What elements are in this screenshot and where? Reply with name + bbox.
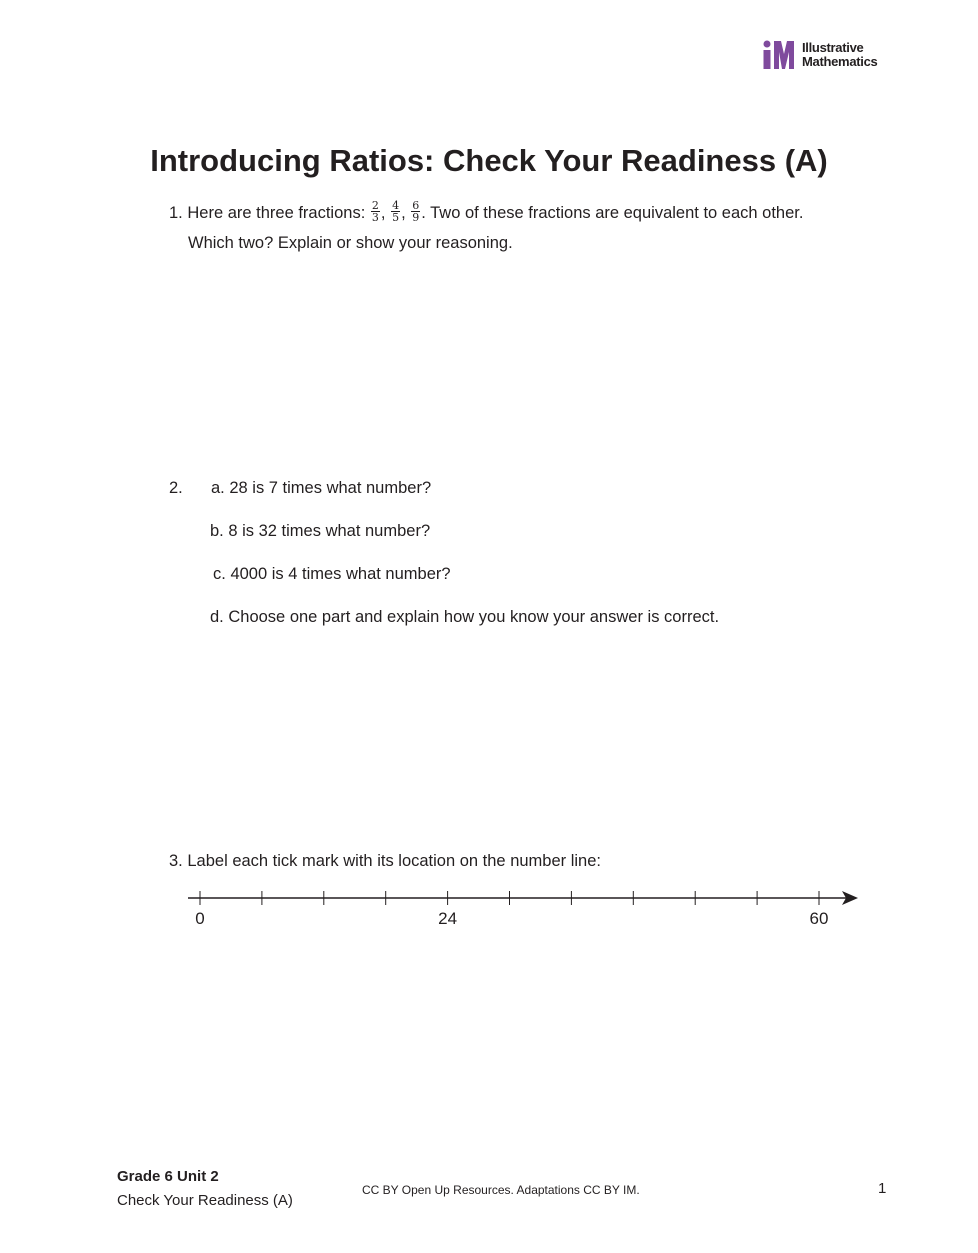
question-3-text: Label each tick mark with its location on the number line: [187,852,601,870]
fraction-2-denominator: 5 [392,211,400,225]
question-1 [169,198,803,228]
im-logo-mark-icon [762,40,796,70]
question-1-line-2: Which two? Explain or show your reasoning. [188,234,513,252]
fraction-3-denominator: 9 [412,211,420,225]
number-line-label: 60 [809,909,829,928]
part-text: 8 is 32 times what number? [228,522,431,540]
fraction-2-numerator: 4 [392,199,400,213]
question-1-rest: . Two of these fractions are equivalent to each other. [421,204,804,222]
part-label: b. [210,522,224,540]
footer-doc-title: Check Your Readiness (A) [117,1192,293,1209]
number-line [0,880,978,940]
question-2-number: 2. [169,479,183,497]
number-line-label: 0 [195,909,205,928]
page-number: 1 [878,1180,887,1197]
fraction-1-denominator: 3 [371,211,379,225]
question-2-part-a [211,479,431,498]
question-1-number: 1. [169,204,183,222]
part-text: Choose one part and explain how you know your answer is correct. [228,608,720,626]
fraction-3-numerator: 6 [412,199,420,213]
footer-license: CC BY Open Up Resources. Adaptations CC BY IM. [362,1183,640,1197]
question-2-part-c [213,565,451,584]
part-label: d. [210,608,224,626]
page-title: Introducing Ratios: Check Your Readiness (A) [150,143,828,178]
question-3-number: 3. [169,852,183,870]
logo-line-1: Illustrative [802,40,864,55]
im-logo [762,40,892,72]
fraction-3 [411,200,420,223]
number-line-label: 24 [438,909,458,928]
part-text: 28 is 7 times what number? [229,479,432,497]
question-2-part-b [210,522,430,541]
part-label: c. [213,565,226,583]
fraction-1 [371,200,380,223]
logo-line-2: Mathematics [802,54,878,69]
footer-grade: Grade 6 Unit 2 [117,1168,219,1185]
fraction-separator-1: , [380,204,386,222]
fraction-1-numerator: 2 [371,199,379,213]
part-text: 4000 is 4 times what number? [230,565,451,583]
question-3 [169,852,601,871]
question-2-part-d [210,608,719,627]
question-1-intro: Here are three fractions: [187,204,366,222]
fraction-2 [391,200,400,223]
fraction-separator-2: , [401,204,406,222]
number-line-labels [195,909,828,928]
part-label: a. [211,479,225,497]
